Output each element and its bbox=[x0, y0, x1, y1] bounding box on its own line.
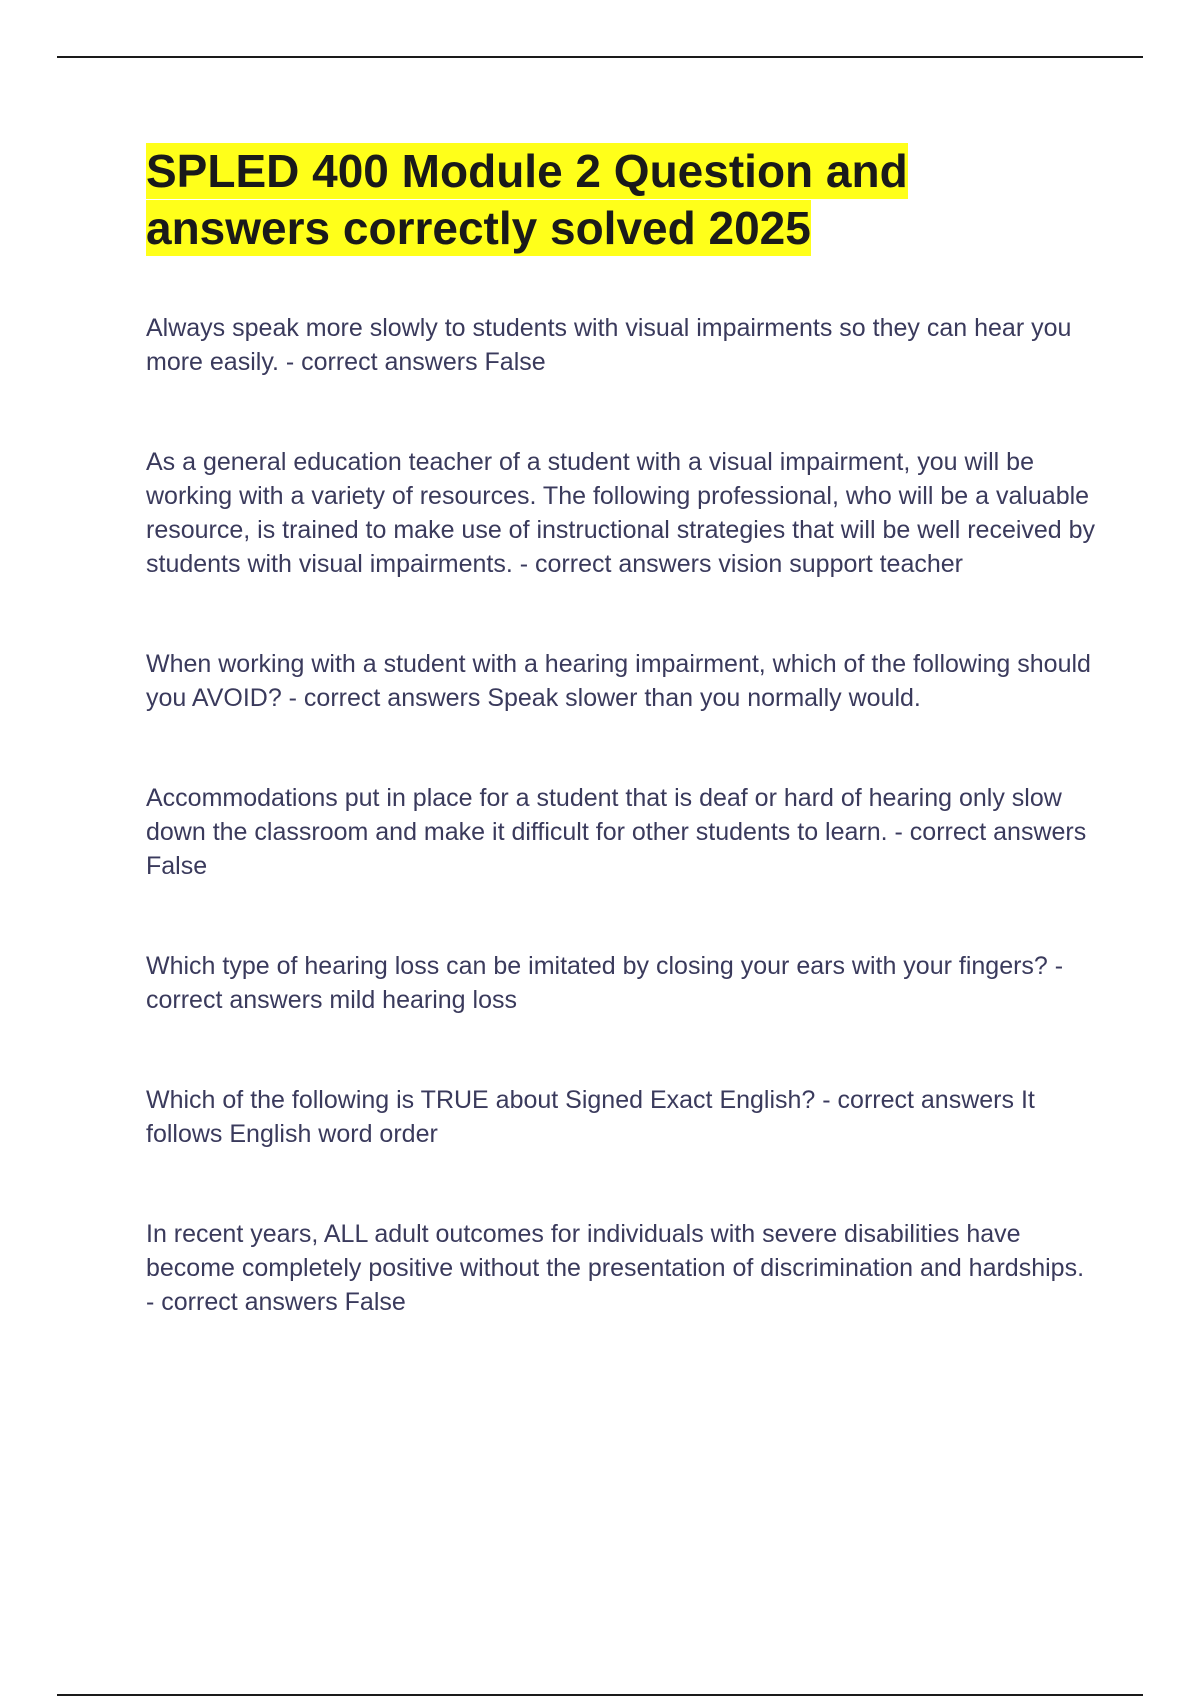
qa-item-7: In recent years, ALL adult outcomes for individuals with severe disabilities have become completely positive without the presentation of discrimination and hardships. - correct answers False bbox=[146, 1220, 1085, 1316]
document-title-highlight: SPLED 400 Module 2 Question and answers correctly solved 2025 bbox=[146, 145, 908, 254]
document-title bbox=[146, 143, 1096, 257]
qa-item-6: Which of the following is TRUE about Signed Exact English? - correct answers It follows English word order bbox=[146, 1086, 1035, 1148]
qa-item-1: Always speak more slowly to students with visual impairments so they can hear you more easily. - correct answers False bbox=[146, 314, 1072, 376]
qa-item-4: Accommodations put in place for a student that is deaf or hard of hearing only slow down the classroom and make it difficult for other students to learn. - correct answers False bbox=[146, 784, 1087, 880]
document-body bbox=[146, 143, 1096, 1319]
page-bottom-rule bbox=[57, 1694, 1143, 1696]
qa-item-5: Which type of hearing loss can be imitated by closing your ears with your fingers? - correct answers mild hearing loss bbox=[146, 952, 1064, 1014]
qa-list bbox=[146, 311, 1096, 1319]
qa-item-3: When working with a student with a hearing impairment, which of the following should you AVOID? - correct answers Speak slower than you normally would. bbox=[146, 650, 1091, 712]
qa-item-2: As a general education teacher of a student with a visual impairment, you will be working with a variety of resources. The following professional, who will be a valuable resource, is trained to make use of instructional strategies that will be well received by students with visual impairments. - correct answers vision support teacher bbox=[146, 448, 1096, 578]
page-top-rule bbox=[57, 56, 1143, 58]
